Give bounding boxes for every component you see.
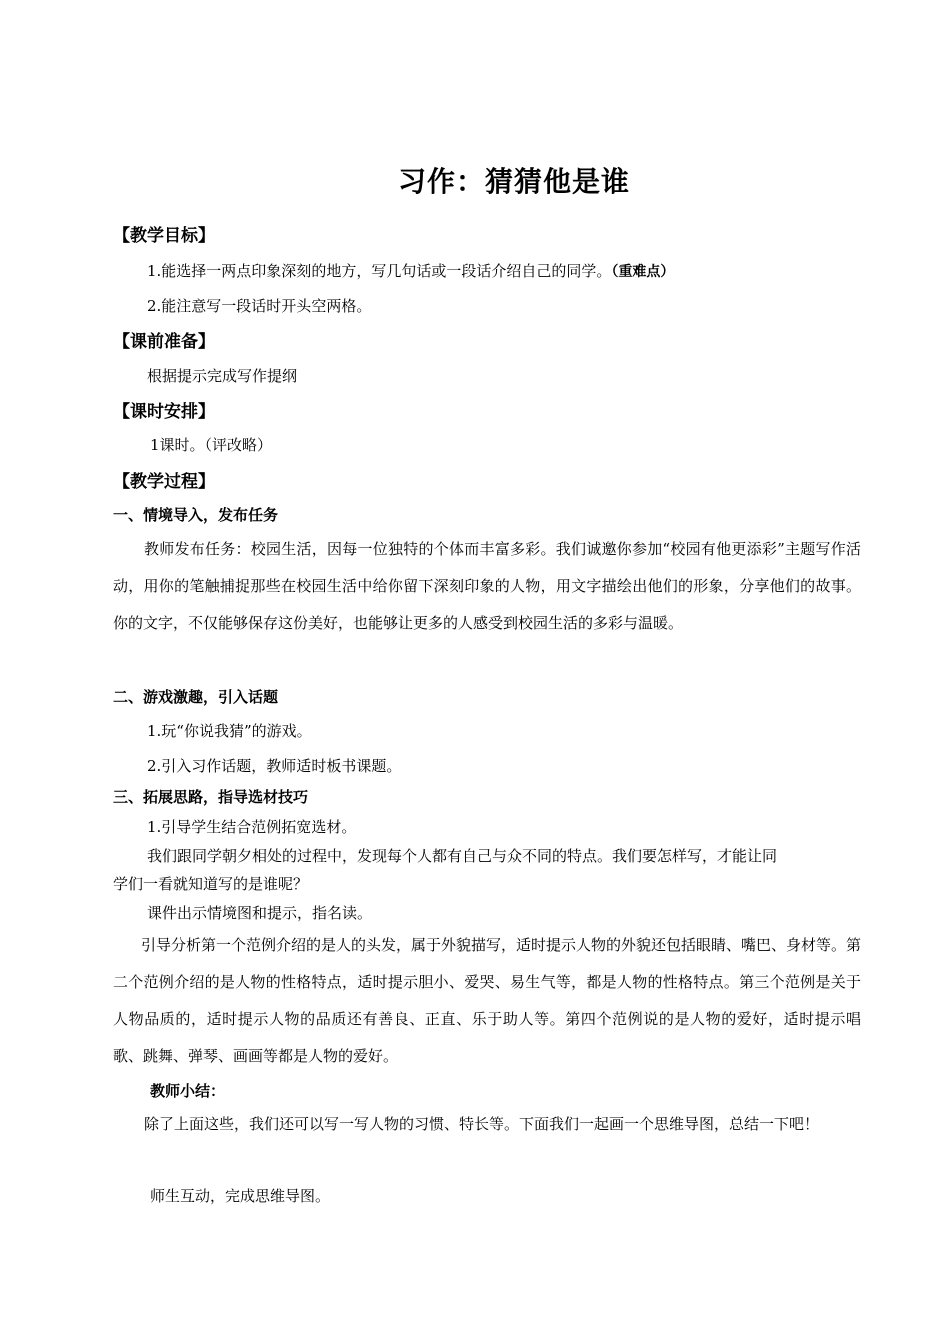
section-heading-schedule: 【课时安排】 bbox=[113, 402, 215, 422]
part2-item-2: 2.引入习作话题，教师适时板书课题。 bbox=[147, 757, 402, 775]
prep-text: 根据提示完成写作提纲 bbox=[147, 367, 298, 385]
part3-analysis-paragraph: 引导分析第一个范例介绍的是人的头发，属于外貌描写，适时提示人物的外貌还包括眼睛、嘴巴、身材等。第二个范例介绍的是人物的性格特点，适时提示胆小、爱哭、易生气等，都是人物的性格特点。第三个范例是关于人物品质的，适时提示人物的品质还有善良、正直、乐于助人等。第四个范例说的是人物的爱好，适时提示唱歌、跳舞、弹琴、画画等都是人物的爱好。 bbox=[113, 936, 862, 1065]
closing-line: 师生互动，完成思维导图。 bbox=[150, 1187, 331, 1205]
part1-heading: 一、情境导入，发布任务 bbox=[113, 506, 279, 524]
section-heading-process: 【教学过程】 bbox=[113, 472, 215, 492]
part3-line-3: 课件出示情境图和提示，指名读。 bbox=[147, 904, 373, 922]
summary-label: 教师小结： bbox=[150, 1082, 226, 1100]
goal-item-1-text: 1.能选择一两点印象深刻的地方，写几句话或一段话介绍自己的同学。 bbox=[147, 262, 612, 280]
part2-item-1: 1.玩“你说我猜”的游戏。 bbox=[147, 722, 312, 740]
schedule-text: 1课时。（评改略） bbox=[150, 436, 273, 454]
key-point-tag: （重难点） bbox=[611, 264, 675, 280]
goal-item-2: 2.能注意写一段话时开头空两格。 bbox=[147, 297, 372, 315]
page-title: 习作：猜猜他是谁 bbox=[397, 165, 630, 198]
part2-heading: 二、游戏激趣，引入话题 bbox=[113, 688, 279, 706]
section-heading-prep: 【课前准备】 bbox=[113, 332, 215, 352]
section-heading-goals: 【教学目标】 bbox=[113, 226, 215, 246]
goal-item-1 bbox=[147, 260, 674, 281]
part3-item-1: 1.引导学生结合范例拓宽选材。 bbox=[147, 818, 357, 836]
summary-paragraph: 除了上面这些，我们还可以写一写人物的习惯、特长等。下面我们一起画一个思维导图，总结一下吧！ bbox=[144, 1115, 820, 1133]
part3-line-2b: 学们一看就知道写的是谁呢？ bbox=[113, 875, 309, 893]
part3-line-2a: 我们跟同学朝夕相处的过程中，发现每个人都有自己与众不同的特点。我们要怎样写，才能让同 bbox=[147, 847, 778, 865]
part3-heading: 三、拓展思路，指导选材技巧 bbox=[113, 788, 309, 806]
part1-paragraph: 教师发布任务：校园生活，因每一位独特的个体而丰富多彩。我们诚邀你参加“校园有他更添彩”主题写作活动，用你的笔触捕捉那些在校园生活中给你留下深刻印象的人物，用文字描绘出他们的形象，分享他们的故事。你的文字，不仅能够保存这份美好，也能够让更多的人感受到校园生活的多彩与温暖。 bbox=[113, 540, 861, 632]
